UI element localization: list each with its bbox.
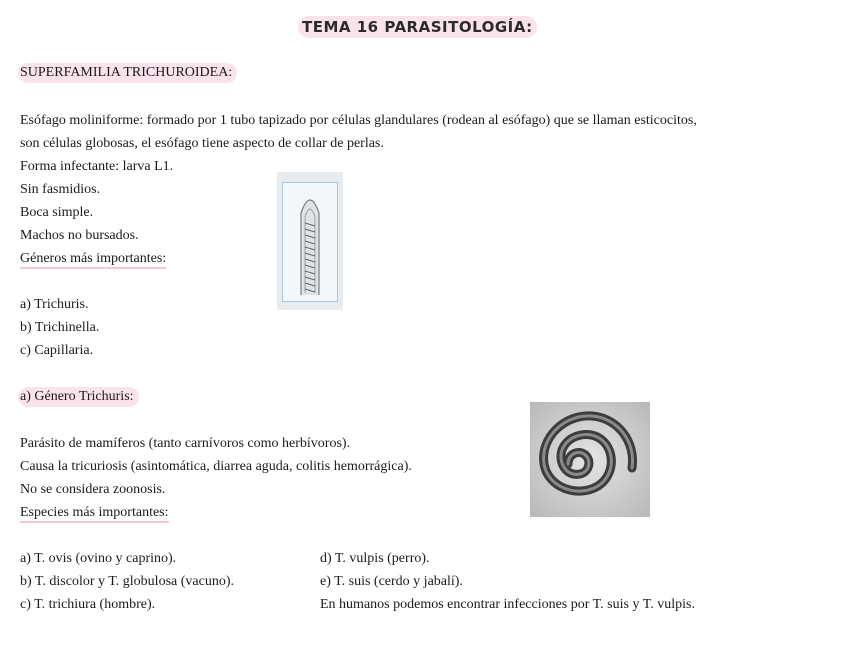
genus-item: a) Trichuris. (20, 297, 89, 312)
worm-head-drawing (283, 183, 337, 301)
fact-item: Sin fasmidios. (20, 182, 101, 197)
trichuris-fact: Causa la tricuriosis (asintomática, diarrea aguda, colitis hemorrágica). (20, 459, 412, 474)
genera-label-text: Géneros más importantes: (20, 251, 166, 269)
esophagus-illustration (277, 172, 343, 310)
spiral-worm-photo (530, 402, 650, 517)
trichuris-micrograph (530, 402, 650, 517)
genus-item: b) Trichinella. (20, 320, 100, 335)
section-heading-trichuroidea: SUPERFAMILIA TRICHUROIDEA: (18, 63, 237, 83)
genera-label (20, 249, 166, 269)
section-heading-trichuris: a) Género Trichuris: (18, 387, 139, 407)
species-item: b) T. discolor y T. globulosa (vacuno). (20, 574, 234, 589)
species-item: e) T. suis (cerdo y jabalí). (320, 574, 463, 589)
species-item: c) T. trichiura (hombre). (20, 597, 156, 612)
trichuris-fact: Parásito de mamíferos (tanto carnívoros como herbívoros). (20, 436, 351, 451)
paragraph-line: Esófago moliniforme: formado por 1 tubo tapizado por células glandulares (rodean al esófago) que se llaman esticocitos, (20, 113, 697, 128)
fact-item: Machos no bursados. (20, 228, 139, 243)
fact-item: Forma infectante: larva L1. (20, 159, 174, 174)
species-item: d) T. vulpis (perro). (320, 551, 430, 566)
fact-item: Boca simple. (20, 205, 94, 220)
genus-item: c) Capillaria. (20, 343, 94, 358)
species-label-text: Especies más importantes: (20, 505, 169, 523)
species-note: En humanos podemos encontrar infecciones por T. suis y T. vulpis. (320, 597, 695, 612)
illustration-frame (282, 182, 338, 302)
page-title: TEMA 16 PARASITOLOGÍA: (298, 16, 537, 38)
species-label (20, 503, 169, 523)
species-item: a) T. ovis (ovino y caprino). (20, 551, 177, 566)
paragraph-line: son células globosas, el esófago tiene aspecto de collar de perlas. (20, 136, 384, 151)
trichuris-fact: No se considera zoonosis. (20, 482, 166, 497)
